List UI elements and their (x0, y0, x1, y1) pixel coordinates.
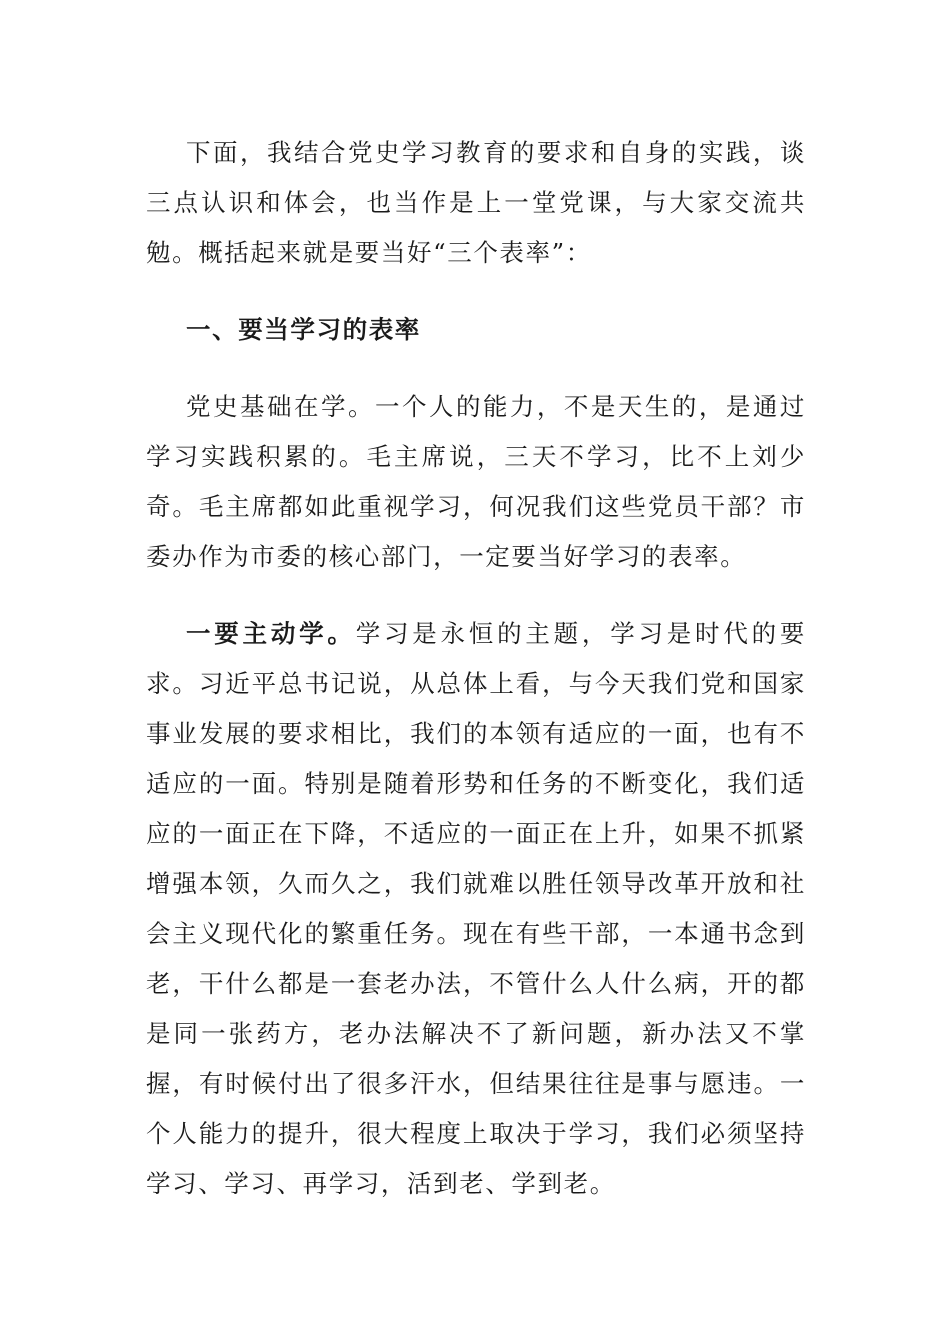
intro-paragraph: 下面，我结合党史学习教育的要求和自身的实践，谈三点认识和体会，也当作是上一堂党课，与大家交流共勉。概括起来就是要当好“三个表率”： (146, 138, 806, 267)
section-heading: 一、要当学习的表率 (186, 315, 421, 344)
paragraph-body-text: 学习是永恒的主题，学习是时代的要求。习近平总书记说，从总体上看，与今天我们党和国家事业发展的要求相比，我们的本领有适应的一面，也有不适应的一面。特别是随着形势和任务的不断变化，我们适应的一面正在下降，不适应的一面正在上升，如果不抓紧增强本领，久而久之，我们就难以胜任领导改革开放和社会主义现代化的繁重任务。现在有些干部，一本通书念到老，干什么都是一套老办法，不管什么人什么病，开的都是同一张药方，老办法解决不了新问题，新办法又不掌握，有时候付出了很多汗水，但结果往往是事与愿违。一个人能力的提升，很大程度上取决于学习，我们必须坚持学习、学习、再学习，活到老、学到老。 (146, 619, 806, 1198)
document-body (146, 128, 806, 1209)
body-paragraph-active-learning (146, 609, 806, 1209)
body-paragraph-foundation: 党史基础在学。一个人的能力，不是天生的，是通过学习实践积累的。毛主席说，三天不学习，比不上刘少奇。毛主席都如此重视学习，何况我们这些党员干部？市委办作为市委的核心部门，一定要当好学习的表率。 (146, 392, 806, 571)
paragraph-lead: 一要主动学。 (186, 619, 356, 648)
